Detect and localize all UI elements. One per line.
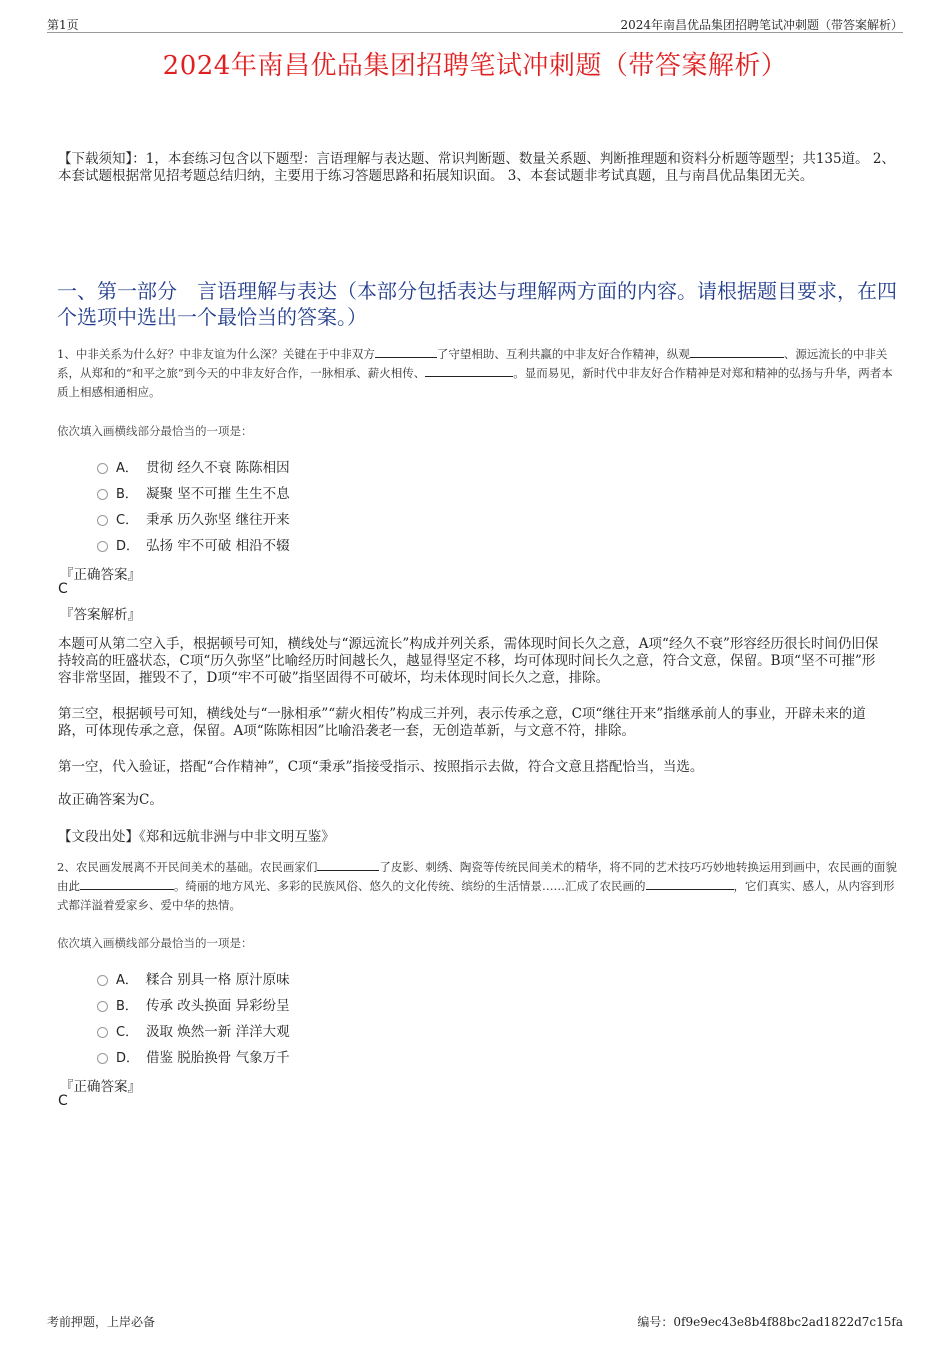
correct-answer: C	[58, 1093, 68, 1109]
q1-text-part: 了守望相助、互利共赢的中非友好合作精神，纵观	[436, 347, 690, 361]
option-letter: B．	[116, 998, 138, 1014]
option-letter: A．	[116, 972, 138, 988]
radio-icon[interactable]	[97, 975, 108, 986]
radio-icon[interactable]	[97, 463, 108, 474]
option-text: 借鉴 脱胎换骨 气象万千	[146, 1050, 290, 1066]
option-c[interactable]	[97, 1017, 290, 1043]
page-header	[47, 15, 903, 33]
option-letter: C．	[116, 512, 139, 528]
question-2-text	[57, 858, 897, 915]
option-letter: D．	[116, 538, 140, 554]
analysis-label: 『答案解析』	[60, 607, 141, 623]
option-text: 凝聚 坚不可摧 生生不息	[146, 486, 290, 502]
question-1-prompt: 依次填入画横线部分最恰当的一项是：	[57, 424, 253, 438]
correct-answer-label: 『正确答案』	[60, 1079, 141, 1095]
radio-icon[interactable]	[97, 1027, 108, 1038]
option-text: 传承 改头换面 异彩纷呈	[146, 998, 290, 1014]
option-letter: C．	[116, 1024, 139, 1040]
q1-text-part: 1、中非关系为什么好？中非友谊为什么深？关键在于中非双方	[57, 347, 375, 361]
fill-blank	[317, 859, 379, 871]
option-d[interactable]	[97, 1043, 290, 1069]
download-notice: 【下载须知】：1，本套练习包含以下题型：言语理解与表达题、常识判断题、数量关系题、判断推理题和资料分析题等题型；共135道。 2、本套试题根据常见招考题总结归纳，主要用于练习答题思路和拓展知识面。 3、本套试题非考试真题，且与南昌优品集团无关。	[58, 151, 895, 184]
header-doc-title: 2024年南昌优品集团招聘笔试冲刺题（带答案解析）	[620, 18, 903, 32]
radio-icon[interactable]	[97, 1053, 108, 1064]
correct-answer-label: 『正确答案』	[60, 567, 141, 583]
q2-text-part: ，它们真实、感人，从内容到形式都洋溢着爱家乡、爱中华的热情。	[57, 879, 895, 912]
option-d[interactable]	[97, 531, 290, 557]
option-text: 秉承 历久弥坚 继往开来	[146, 512, 290, 528]
radio-icon[interactable]	[97, 541, 108, 552]
analysis-conclusion: 故正确答案为C。	[58, 792, 163, 808]
option-a[interactable]	[97, 965, 290, 991]
option-text: 贯彻 经久不衰 陈陈相因	[146, 460, 290, 476]
option-letter: A．	[116, 460, 138, 476]
fill-blank	[425, 365, 513, 377]
analysis-paragraph: 第一空，代入验证，搭配“合作精神”，C项“秉承”指接受指示、按照指示去做，符合文意且搭配恰当，当选。	[58, 759, 704, 775]
option-letter: D．	[116, 1050, 140, 1066]
option-letter: B．	[116, 486, 138, 502]
q1-text-part: 。显而易见，新时代中非友好合作精神是对郑和精神的弘扬与升华，两者本质上相感相通相应。	[57, 366, 893, 399]
fill-blank	[690, 346, 784, 358]
q1-text-part: 、源远流长的中非关系，从郑和的“和平之旅”到今天的中非友好合作，一脉相承、薪火相传、	[57, 347, 888, 380]
fill-blank	[375, 346, 437, 358]
option-b[interactable]	[97, 479, 290, 505]
q2-text-part: 了皮影、刺绣、陶瓷等传统民间美术的精华，将不同的艺术技巧巧妙地转换运用到画中，农民画的面貌由此	[57, 860, 897, 893]
radio-icon[interactable]	[97, 1001, 108, 1012]
question-1-text	[57, 345, 897, 402]
page-number: 第1页	[47, 18, 79, 32]
passage-source: 【文段出处】《郑和远航非洲与中非文明互鉴》	[58, 829, 335, 845]
option-text: 糅合 别具一格 原汁原味	[146, 972, 290, 988]
radio-icon[interactable]	[97, 489, 108, 500]
q2-text-part: 2、农民画发展离不开民间美术的基础。农民画家们	[57, 860, 318, 874]
option-c[interactable]	[97, 505, 290, 531]
question-2-options	[97, 965, 290, 1069]
option-text: 弘扬 牢不可破 相沿不辍	[146, 538, 290, 554]
fill-blank	[646, 878, 734, 890]
footer-doc-id: 编号：0f9e9ec43e8b4f88bc2ad1822d7c15fa	[637, 1315, 903, 1329]
section-title: 一、第一部分 言语理解与表达（本部分包括表达与理解两方面的内容。请根据题目要求，在四个选项中选出一个最恰当的答案。）	[57, 279, 897, 329]
fill-blank	[80, 878, 174, 890]
question-1-options	[97, 453, 290, 557]
document-title: 2024年南昌优品集团招聘笔试冲刺题（带答案解析）	[162, 51, 788, 81]
option-a[interactable]	[97, 453, 290, 479]
q2-text-part: 。绮丽的地方风光、多彩的民族风俗、悠久的文化传统、缤纷的生活情景……汇成了农民画的	[174, 879, 646, 893]
correct-answer: C	[58, 581, 68, 597]
analysis-paragraph: 本题可从第二空入手，根据顿号可知，横线处与“源远流长”构成并列关系，需体现时间长久之意，A项“经久不衰”形容经历很长时间仍旧保持较高的旺盛状态，C项“历久弥坚”比喻经历时间越长久，越显得坚定不移，均可体现时间长久之意，符合文意，保留。B项“坚不可摧”形容非常坚固，摧毁不了，D项“牢不可破”指坚固得不可破坏，均未体现时间长久之意，排除。	[58, 636, 879, 686]
question-2-prompt: 依次填入画横线部分最恰当的一项是：	[57, 936, 253, 950]
analysis-paragraph: 第三空，根据顿号可知，横线处与“一脉相承”“薪火相传”构成三并列，表示传承之意，C项“继往开来”指继承前人的事业，开辟未来的道路，可体现传承之意，保留。A项“陈陈相因”比喻沿袭老一套，无创造革新，与文意不符，排除。	[58, 706, 866, 739]
option-text: 汲取 焕然一新 洋洋大观	[146, 1024, 290, 1040]
option-b[interactable]	[97, 991, 290, 1017]
radio-icon[interactable]	[97, 515, 108, 526]
footer-slogan: 考前押题，上岸必备	[47, 1315, 156, 1329]
